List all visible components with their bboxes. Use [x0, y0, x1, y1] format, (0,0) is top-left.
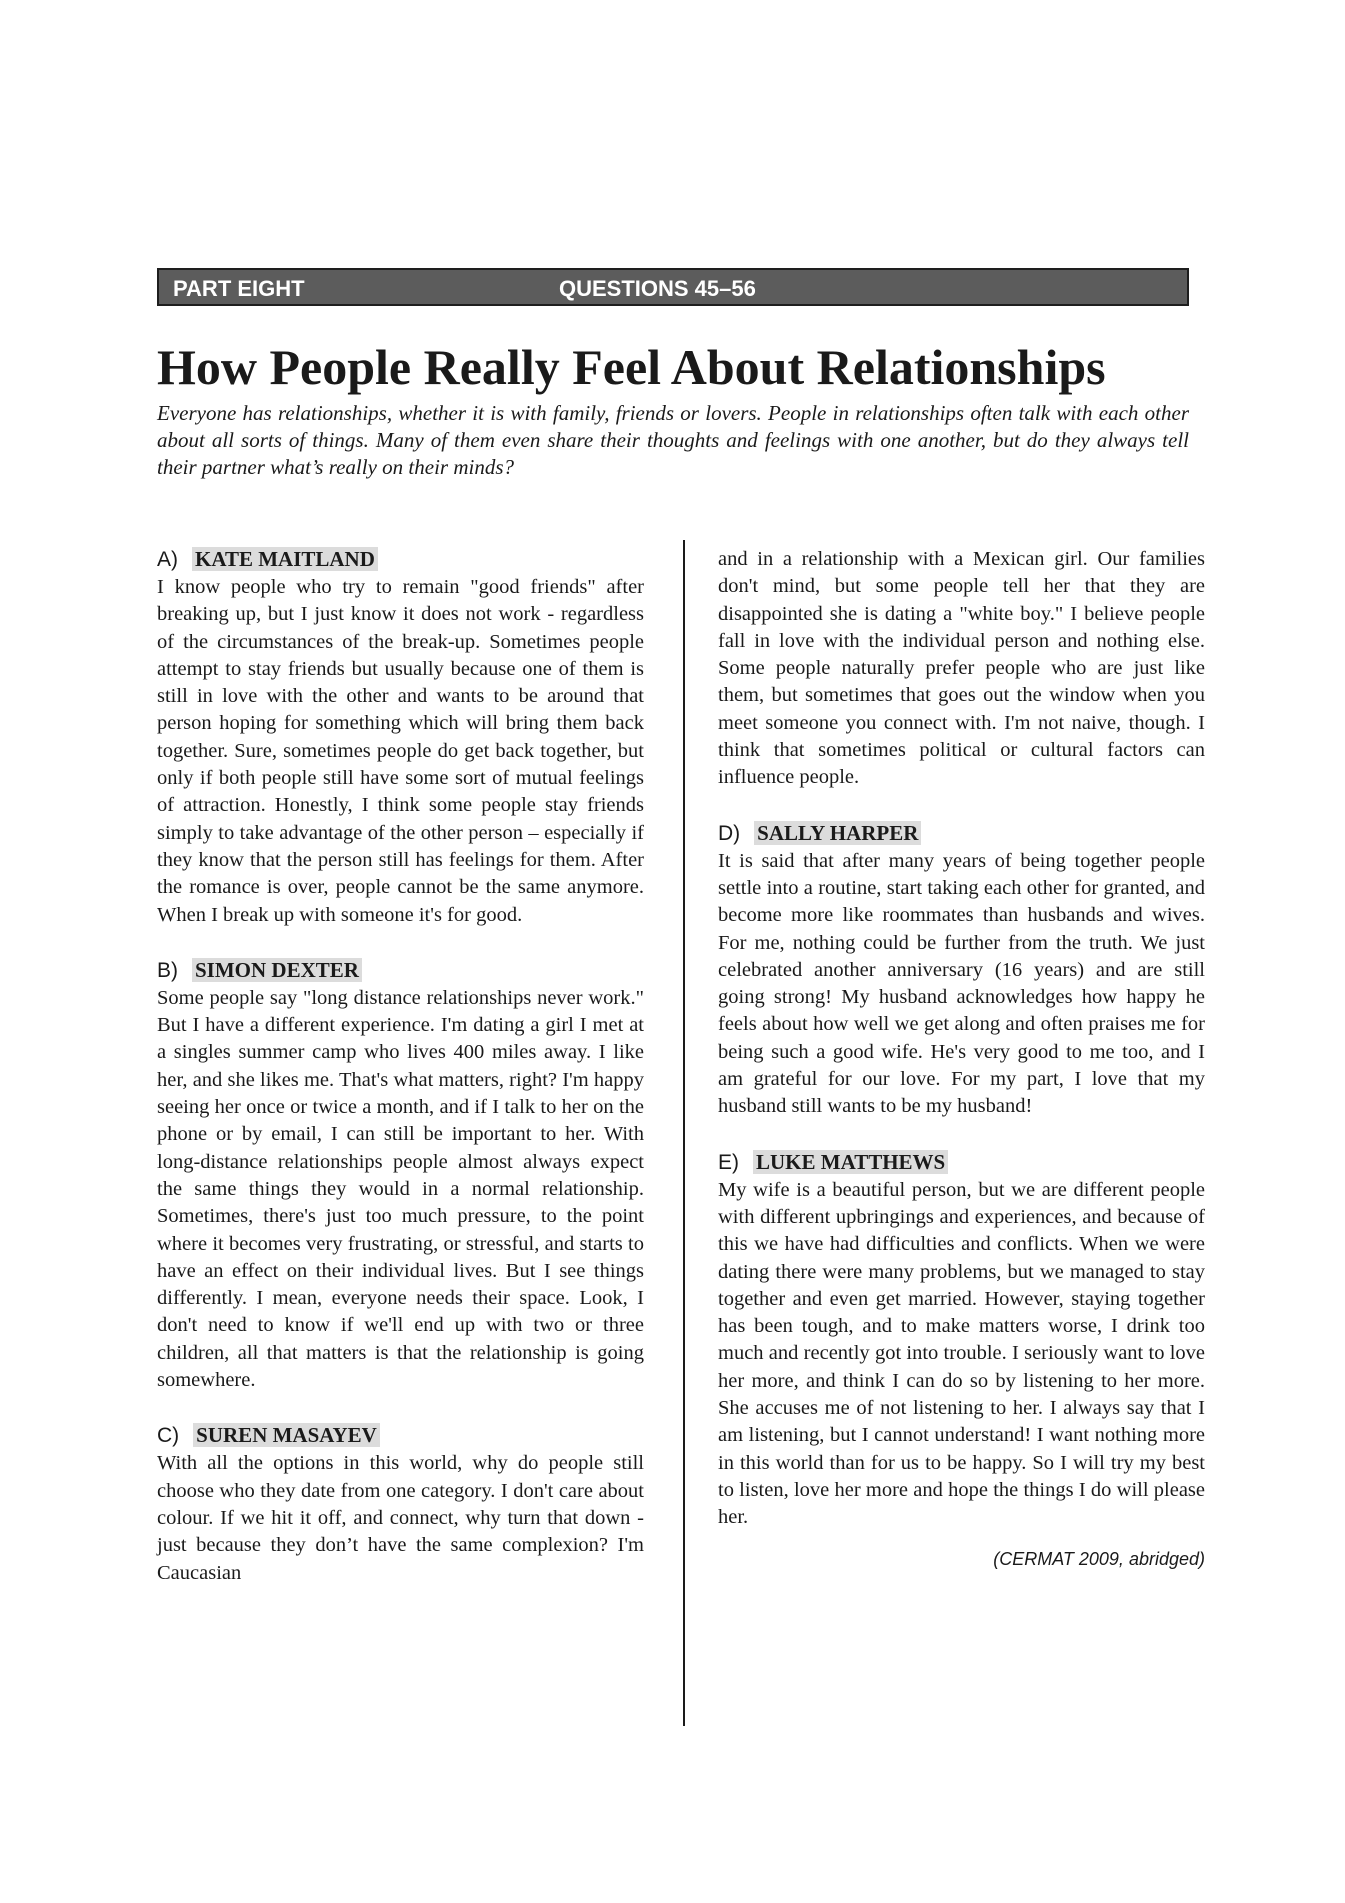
part-label: PART EIGHT [173, 276, 305, 301]
person-name: SALLY HARPER [754, 821, 921, 845]
section-e-heading [718, 1149, 1205, 1176]
section-c-text: With all the options in this world, why do people still choose who they date from one category. I don't care about colour. If we hit it off, and connect, why turn that down - just because they don’t have the same complexion? I'm Caucasian [157, 1452, 644, 1584]
person-name: SUREN MASAYEV [193, 1423, 380, 1447]
section-d [718, 820, 1205, 1121]
section-b-heading [157, 957, 644, 984]
section-d-heading [718, 820, 1205, 847]
section-letter: D) [718, 821, 741, 845]
source-citation: (CERMAT 2009, abridged) [993, 1548, 1205, 1569]
section-a [157, 546, 644, 929]
left-column [157, 546, 644, 1587]
section-e [718, 1149, 1205, 1532]
section-c-continuation: and in a relationship with a Mexican girl. Our families don't mind, but some people tell her that they are disappointed she is dating a "white boy." I believe people fall in love with the individual person and nothing else. Some people naturally prefer people who are just like them, but sometimes that goes out the window when you meet someone you connect with. I'm not naive, though. I think that sometimes political or cultural factors can influence people. [718, 548, 1205, 789]
section-a-text: I know people who try to remain "good friends" after breaking up, but I just know it does not work - regardless of the circumstances of the break-up. Sometimes people attempt to stay friends but usually because one of them is still in love with the other and wants to be around that person hoping for something which will bring them back together. Sure, sometimes people do get back together, but only if both people still have some sort of mutual feelings of attraction. Honestly, I think some people stay friends simply to take advantage of the other person – especially if they know that the person still has feelings for them. After the romance is over, people cannot be the same anymore. When I break up with someone it's for good. [157, 576, 644, 926]
section-letter: A) [157, 548, 178, 571]
person-name: KATE MAITLAND [192, 547, 378, 571]
person-name: LUKE MATTHEWS [753, 1150, 948, 1174]
intro-paragraph: Everyone has relationships, whether it is with family, friends or lovers. People in relationships often talk with each other about all sorts of things. Many of them even share their thoughts and feelings with one another, but do they always tell their partner what’s really on their minds? [157, 401, 1189, 479]
section-b-text: Some people say "long distance relationships never work." But I have a different experience. I'm dating a girl I met at a singles summer camp who lives 400 miles away. I like her, and she likes me. That's what matters, right? I'm happy seeing her once or twice a month, and if I talk to her on the phone or by email, I can still be important to her. With long-distance relationships people almost always expect the same things they would in a normal relationship. Sometimes, there's just too much pressure, to the point where it becomes very frustrating, or stressful, and starts to have an effect on their individual lives. But I see things differently. I mean, everyone needs their space. Look, I don't need to know if we'll end up with two or three children, all that matters is that the relationship is going somewhere. [157, 986, 644, 1392]
section-a-heading [157, 546, 644, 573]
section-letter: C) [157, 1424, 180, 1448]
section-c-heading [157, 1422, 644, 1449]
section-c [157, 1422, 644, 1586]
column-divider [683, 540, 685, 1726]
section-e-text: My wife is a beautiful person, but we are different people with different upbringings and experiences, and because of this we have had difficulties and conflicts. When we were dating there were many problems, but we managed to stay together and even get married. However, staying together has been tough, and to make matters worse, I drink too much and recently got into trouble. I seriously want to love her more, and think I can do so by listening to her more. She accuses me of not listening to her. I always say that I am listening, but I cannot understand! I want nothing more in this world than for us to be happy. So I will try my best to listen, love her more and hope the things I do will please her. [718, 1178, 1205, 1529]
page-title: How People Really Feel About Relationships [157, 339, 1106, 395]
section-letter: E) [718, 1150, 739, 1174]
section-letter: B) [157, 958, 178, 982]
person-name: SIMON DEXTER [192, 958, 362, 982]
right-column [718, 546, 1205, 1573]
section-b [157, 957, 644, 1394]
part-header-bar [157, 268, 1189, 306]
questions-label: QUESTIONS 45–56 [559, 276, 756, 301]
section-d-text: It is said that after many years of being together people settle into a routine, start taking each other for granted, and become more like roommates than husbands and wives. For me, nothing could be further from the truth. We just celebrated another anniversary (16 years) and are still going strong! My husband acknowledges how happy he feels about how well we get along and often praises me for being such a good wife. He's very good to me too, and I am grateful for our love. For my part, I love that my husband still wants to be my husband! [718, 849, 1205, 1118]
